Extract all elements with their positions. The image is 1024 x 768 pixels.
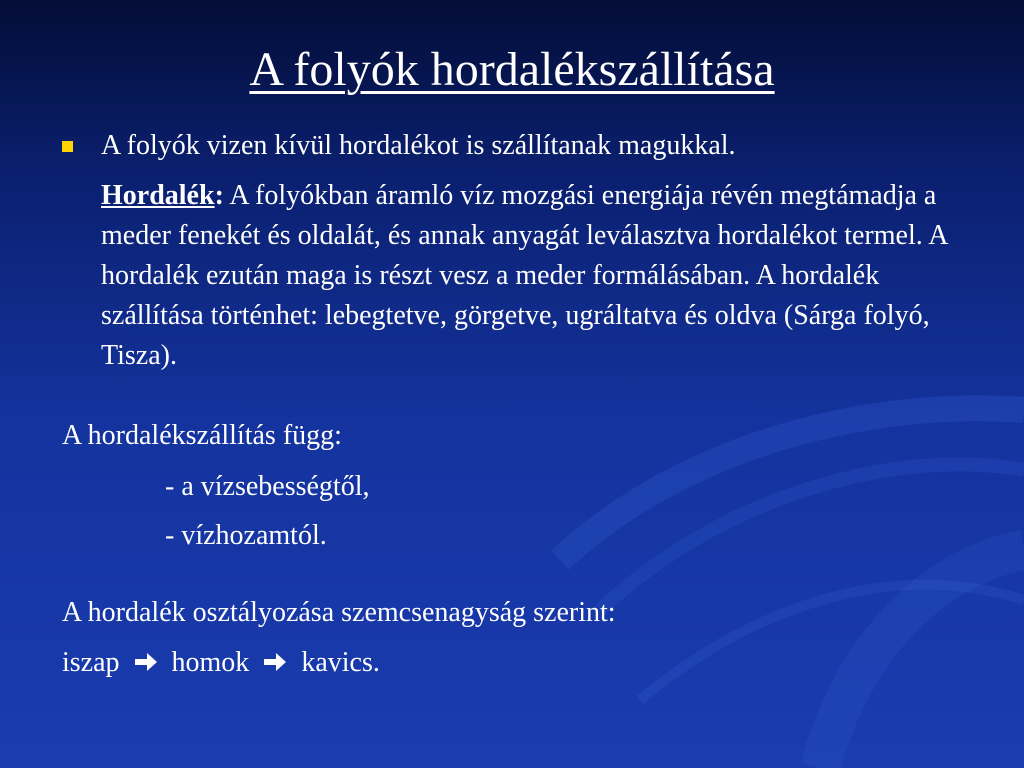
sequence-item-gravel: kavics. <box>301 647 380 678</box>
definition-text: A folyókban áramló víz mozgási energiája révén megtámadja a meder fenekét és oldalát, és annak anyagát leválasztva hordalékot termel. A hordalék ezután maga is részt vesz a meder formálásában. A hordalék szállítása történhet: lebegtetve, görgetve, ugráltatva és oldva (Sárga folyó, Tisza). <box>101 180 947 371</box>
classification-sequence <box>62 643 380 683</box>
definition-colon: : <box>214 180 224 211</box>
depends-item-velocity: - a vízsebességtől, <box>165 471 370 502</box>
arrow-right-icon <box>262 651 288 673</box>
bullet-text: A folyók vizen kívül hordalékot is szállítanak magukkal. <box>101 130 736 161</box>
definition-term: Hordalék <box>101 180 215 211</box>
sequence-item-sand: homok <box>171 647 250 678</box>
slide-title: A folyók hordalékszállítása <box>249 43 775 96</box>
definition-paragraph <box>101 176 951 376</box>
classification-heading: A hordalék osztályozása szemcsenagyság szerint: <box>62 597 616 628</box>
depends-heading: A hordalékszállítás függ: <box>62 420 342 451</box>
square-bullet-icon <box>62 141 73 152</box>
depends-item-discharge: - vízhozamtól. <box>165 520 327 551</box>
sequence-item-silt: iszap <box>62 647 120 678</box>
arrow-right-icon <box>133 651 159 673</box>
